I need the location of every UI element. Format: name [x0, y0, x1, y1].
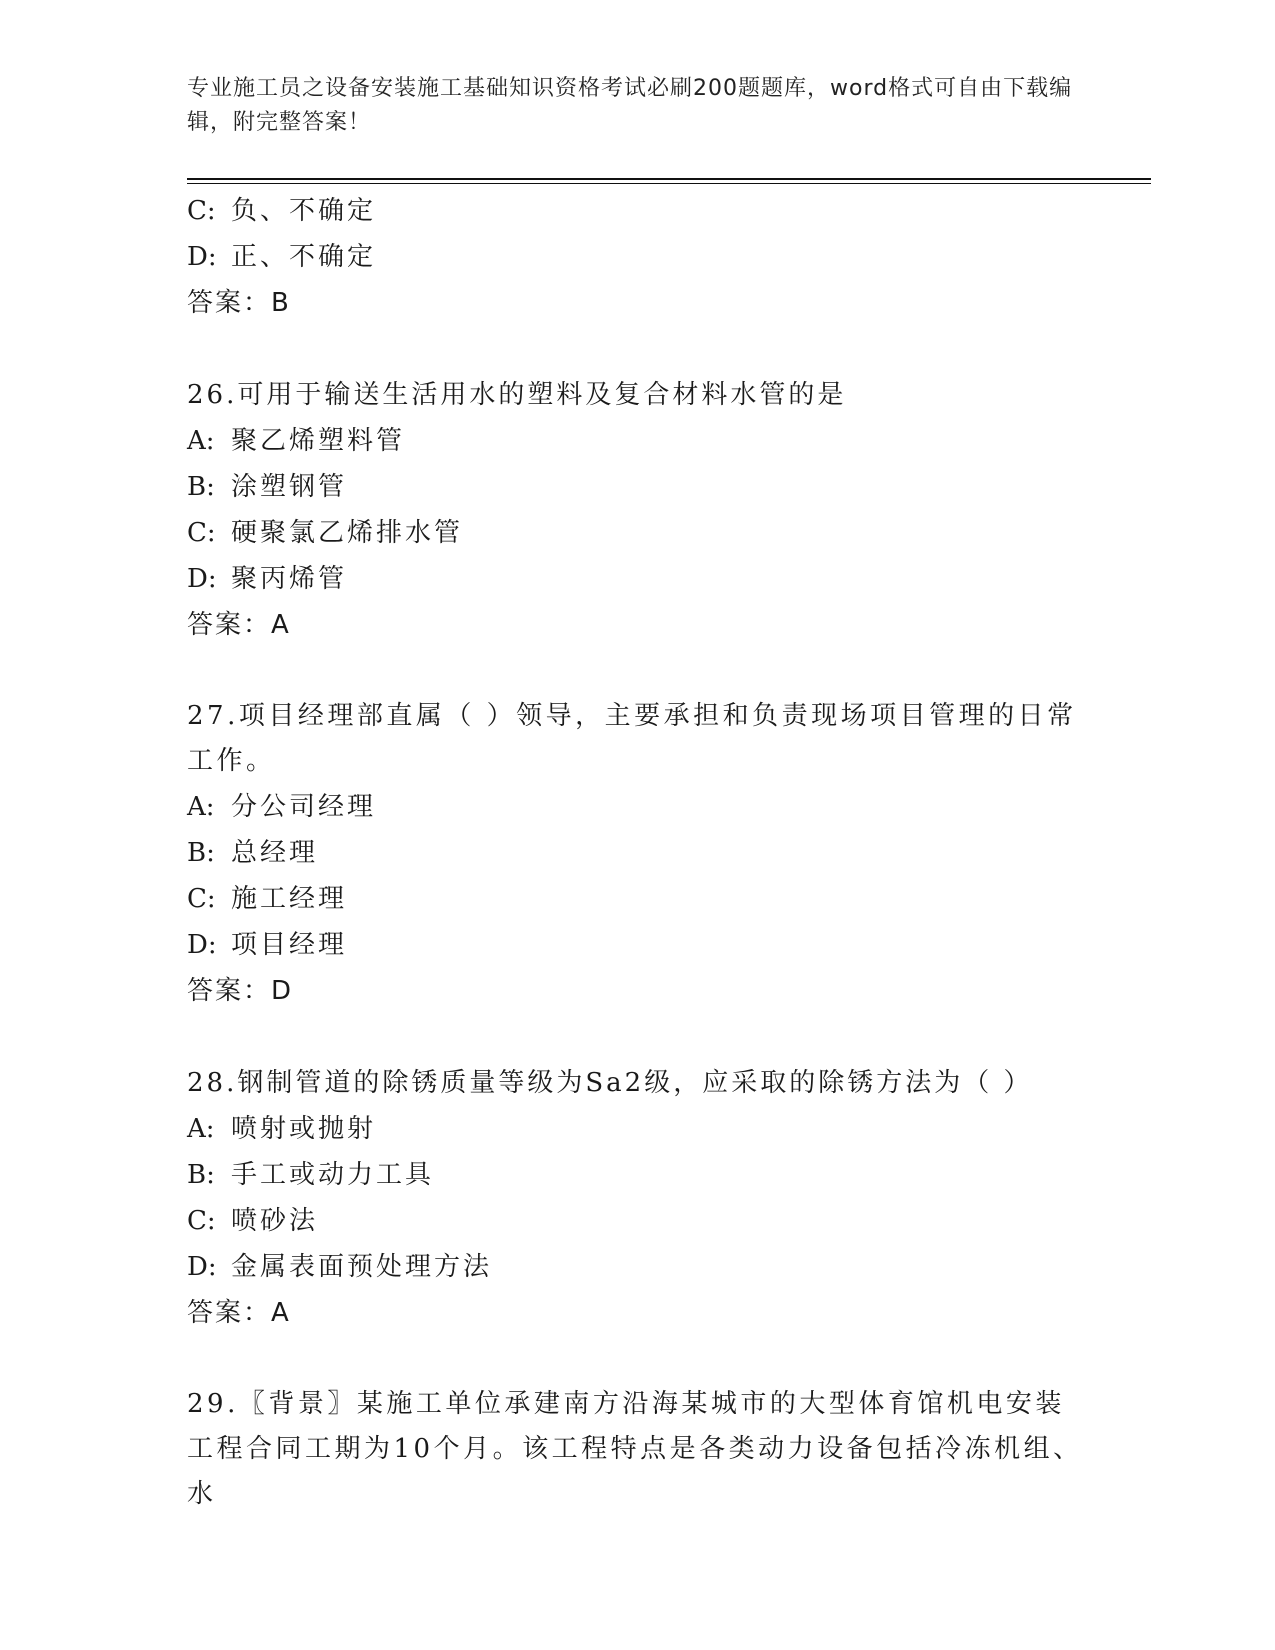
question-26 — [187, 372, 1087, 648]
option-label: C: — [187, 884, 216, 914]
option-label: D: — [187, 930, 217, 960]
option-text: 分公司经理 — [231, 792, 377, 822]
option-a — [187, 784, 1087, 830]
option-c — [187, 188, 1087, 234]
question-27 — [187, 694, 1087, 1014]
option-c — [187, 876, 1087, 922]
option-d — [187, 556, 1087, 602]
option-b — [187, 464, 1087, 510]
question-25-tail — [187, 188, 1087, 326]
option-d — [187, 234, 1087, 280]
option-text: 总经理 — [231, 838, 319, 868]
option-label: D: — [187, 242, 217, 272]
option-text: 项目经理 — [231, 930, 348, 960]
answer: 答案：B — [187, 288, 291, 318]
header-divider-thick — [187, 178, 1151, 180]
option-label: B: — [187, 1160, 215, 1190]
question-29 — [187, 1382, 1087, 1517]
option-c — [187, 1198, 1087, 1244]
option-label: A: — [187, 1114, 215, 1144]
option-b — [187, 1152, 1087, 1198]
option-b — [187, 830, 1087, 876]
option-label: D: — [187, 1252, 217, 1282]
question-text: 27.项目经理部直属（ ）领导，主要承担和负责现场项目管理的日常工作。 — [187, 701, 1077, 776]
option-d — [187, 1244, 1087, 1290]
question-28 — [187, 1060, 1087, 1336]
answer: 答案：A — [187, 1298, 291, 1328]
question-text: 28.钢制管道的除锈质量等级为Sa2级，应采取的除锈方法为（ ） — [187, 1068, 1033, 1098]
option-text: 手工或动力工具 — [231, 1160, 435, 1190]
option-a — [187, 1106, 1087, 1152]
option-text: 硬聚氯乙烯排水管 — [231, 518, 464, 548]
option-text: 涂塑钢管 — [231, 472, 348, 502]
question-text: 29.〖背景〗某施工单位承建南方沿海某城市的大型体育馆机电安装工程合同工期为10个月。该工程特点是各类动力设备包括冷冻机组、水 — [187, 1389, 1083, 1509]
option-text: 施工经理 — [231, 884, 348, 914]
document-header: 专业施工员之设备安装施工基础知识资格考试必刷200题题库，word格式可自由下载编辑，附完整答案！ — [187, 76, 1073, 135]
option-label: B: — [187, 472, 215, 502]
option-label: A: — [187, 792, 215, 822]
answer: 答案：A — [187, 610, 291, 640]
option-text: 金属表面预处理方法 — [231, 1252, 493, 1282]
option-label: B: — [187, 838, 215, 868]
option-a — [187, 418, 1087, 464]
question-list — [187, 188, 1087, 1517]
option-text: 聚丙烯管 — [231, 564, 348, 594]
option-text: 正、不确定 — [231, 242, 377, 272]
option-label: A: — [187, 426, 215, 456]
header-divider-thin — [187, 183, 1151, 184]
option-label: C: — [187, 196, 216, 226]
option-label: D: — [187, 564, 217, 594]
option-d — [187, 922, 1087, 968]
option-text: 负、不确定 — [231, 196, 377, 226]
answer: 答案：D — [187, 976, 294, 1006]
question-text: 26.可用于输送生活用水的塑料及复合材料水管的是 — [187, 380, 847, 410]
option-label: C: — [187, 1206, 216, 1236]
option-label: C: — [187, 518, 216, 548]
option-text: 喷砂法 — [231, 1206, 319, 1236]
option-text: 喷射或抛射 — [231, 1114, 377, 1144]
option-c — [187, 510, 1087, 556]
option-text: 聚乙烯塑料管 — [231, 426, 406, 456]
